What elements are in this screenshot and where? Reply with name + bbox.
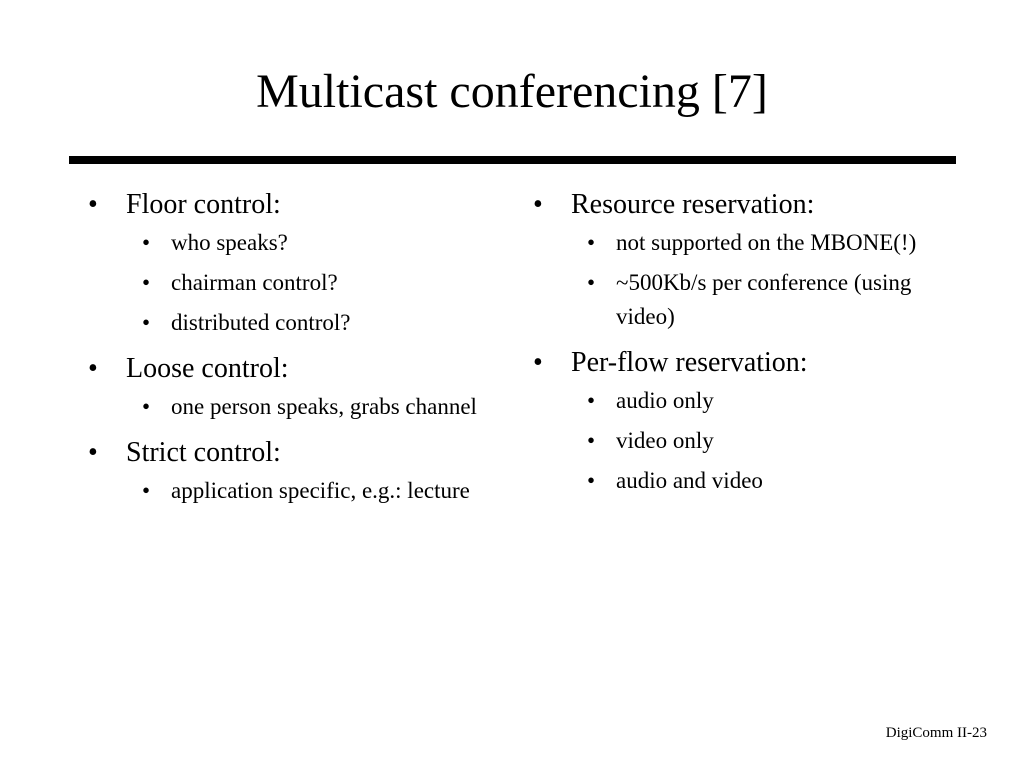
bullet-icon: • xyxy=(587,230,596,255)
bullet-icon: • xyxy=(142,270,151,295)
sub-bullet-text: one person speaks, grabs channel xyxy=(171,394,477,419)
sub-bullet-text: ~500Kb/s per conference (using video) xyxy=(616,270,912,329)
bullet-floor-control xyxy=(88,188,488,340)
sub-bullet xyxy=(126,266,488,300)
sub-bullet-text: audio and video xyxy=(616,468,763,493)
bullet-icon: • xyxy=(88,189,98,220)
bullet-icon: • xyxy=(142,310,151,335)
sub-bullet-text: audio only xyxy=(616,388,714,413)
title-divider xyxy=(69,156,956,164)
bullet-icon: • xyxy=(533,347,543,378)
bullet-text: Floor control: xyxy=(126,189,281,220)
bullet-icon: • xyxy=(88,353,98,384)
bullet-icon: • xyxy=(533,189,543,220)
bullet-icon: • xyxy=(587,270,596,295)
bullet-text: Strict control: xyxy=(126,437,281,468)
sub-bullet-text: chairman control? xyxy=(171,270,338,295)
bullet-icon: • xyxy=(587,388,596,413)
sub-bullet xyxy=(571,226,933,260)
sub-bullet xyxy=(571,464,933,498)
sub-bullet-text: who speaks? xyxy=(171,230,288,255)
bullet-icon: • xyxy=(142,230,151,255)
bullet-icon: • xyxy=(587,468,596,493)
sub-bullet xyxy=(571,424,933,458)
sub-bullet xyxy=(571,266,933,334)
slide-footer: DigiComm II-23 xyxy=(885,725,987,741)
right-column xyxy=(533,188,933,510)
sub-bullet xyxy=(571,384,933,418)
bullet-text: Resource reservation: xyxy=(571,189,815,220)
sub-bullet-text: distributed control? xyxy=(171,310,351,335)
left-column xyxy=(88,188,488,520)
bullet-icon: • xyxy=(142,394,151,419)
sub-bullet-text: application specific, e.g.: lecture xyxy=(171,478,470,503)
sub-bullet-text: video only xyxy=(616,428,714,453)
bullet-strict-control xyxy=(88,436,488,508)
bullet-loose-control xyxy=(88,352,488,424)
slide-title: Multicast conferencing [7] xyxy=(256,65,768,118)
sub-bullet xyxy=(126,474,488,508)
bullet-icon: • xyxy=(88,437,98,468)
bullet-icon: • xyxy=(587,428,596,453)
sub-bullet xyxy=(126,390,488,424)
sub-bullet xyxy=(126,306,488,340)
sub-bullet xyxy=(126,226,488,260)
bullet-resource-reservation xyxy=(533,188,933,334)
bullet-text: Per-flow reservation: xyxy=(571,347,808,378)
sub-bullet-text: not supported on the MBONE(!) xyxy=(616,230,917,255)
bullet-text: Loose control: xyxy=(126,353,289,384)
bullet-per-flow-reservation xyxy=(533,346,933,498)
bullet-icon: • xyxy=(142,478,151,503)
